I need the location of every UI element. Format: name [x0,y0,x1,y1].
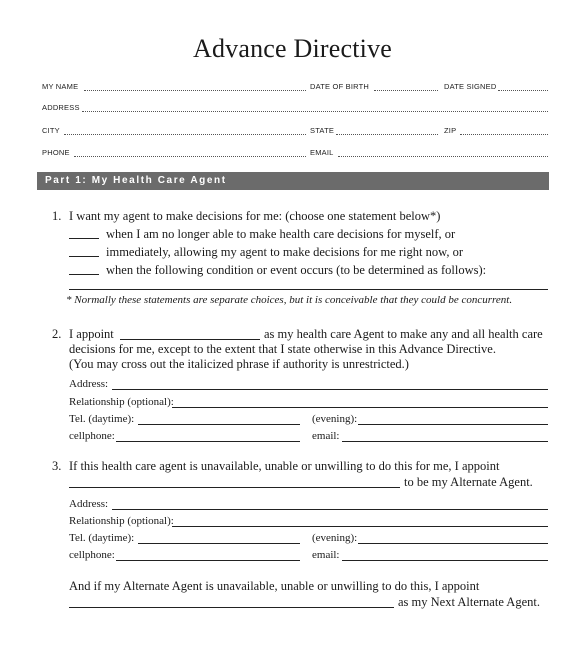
item-2-number: 2. [52,327,62,341]
alt-email-label: email: [312,549,340,561]
item-3-line1: If this health care agent is unavailable, unable or unwilling to do this for me, I appoint [69,459,500,473]
agent-relationship-label: Relationship (optional): [69,396,174,408]
alt-address-field[interactable] [112,509,548,510]
item-3-line2-end: to be my Alternate Agent. [404,475,533,489]
item-1-intro: I want my agent to make decisions for me: (choose one statement below*) [69,209,441,223]
next-alternate-line1: And if my Alternate Agent is unavailable, unable or unwilling to do this, I appoint [69,579,480,593]
next-alternate-line2-end: as my Next Alternate Agent. [398,595,540,609]
alt-evening-label: (evening): [312,532,358,544]
address-label: ADDRESS [42,103,80,112]
date-signed-label: DATE SIGNED [444,82,497,91]
zip-label: ZIP [444,126,457,135]
condition-line[interactable] [69,289,548,290]
state-label: STATE [310,126,335,135]
agent-evening-label: (evening): [312,413,358,425]
agent-address-label: Address: [69,378,109,390]
agent-name-field[interactable] [120,339,260,340]
option-1-blank[interactable] [69,238,99,239]
concurrent-note: * Normally these statements are separate choices, but it is conceivable that they could be concurrent. [66,294,513,306]
alt-relationship-field[interactable] [172,526,548,527]
option-3-blank[interactable] [69,274,99,275]
alt-cellphone-label: cellphone: [69,549,115,561]
alt-tel-day-field[interactable] [138,543,300,544]
alt-tel-day-label: Tel. (daytime): [69,532,135,544]
agent-cellphone-field[interactable] [116,441,300,442]
item-1-number: 1. [52,209,62,223]
my-name-label: MY NAME [42,82,79,91]
document-title: Advance Directive [192,34,393,63]
agent-address-field[interactable] [112,389,548,390]
city-label: CITY [42,126,60,135]
zip-field[interactable] [460,134,548,135]
option-3-text: when the following condition or event occurs (to be determined as follows): [106,263,487,277]
item-2-appoint: I appoint [69,327,114,341]
item-2-line1-end: as my health care Agent to make any and all health care [264,327,543,341]
item-2-line2: decisions for me, except to the extent that I state otherwise in this Advance Directive. [69,342,496,356]
email-field[interactable] [338,156,548,157]
agent-tel-day-field[interactable] [138,424,300,425]
agent-email-field[interactable] [342,441,548,442]
alt-cellphone-field[interactable] [116,560,300,561]
phone-label: PHONE [42,148,70,157]
next-alternate-agent-name-field[interactable] [69,607,394,608]
alt-relationship-label: Relationship (optional): [69,515,174,527]
agent-evening-field[interactable] [358,424,548,425]
alternate-agent-name-field[interactable] [69,487,400,488]
agent-cellphone-label: cellphone: [69,430,115,442]
agent-email-label: email: [312,430,340,442]
my-name-field[interactable] [84,90,306,91]
alt-address-label: Address: [69,498,109,510]
state-field[interactable] [336,134,438,135]
date-of-birth-field[interactable] [374,90,438,91]
item-2-line3: (You may cross out the italicized phrase if authority is unrestricted.) [69,357,409,371]
part1-section-heading: Part 1: My Health Care Agent [37,172,549,190]
option-2-text: immediately, allowing my agent to make decisions for me right now, or [106,245,463,259]
alt-email-field[interactable] [342,560,548,561]
email-label: EMAIL [310,148,334,157]
date-signed-field[interactable] [498,90,548,91]
option-1-text: when I am no longer able to make health care decisions for myself, or [106,227,456,241]
city-field[interactable] [64,134,306,135]
item-3-number: 3. [52,459,62,473]
agent-relationship-field[interactable] [172,407,548,408]
date-of-birth-label: DATE OF BIRTH [310,82,369,91]
option-2-blank[interactable] [69,256,99,257]
alt-evening-field[interactable] [358,543,548,544]
phone-field[interactable] [74,156,306,157]
agent-tel-day-label: Tel. (daytime): [69,413,135,425]
address-field[interactable] [82,111,548,112]
